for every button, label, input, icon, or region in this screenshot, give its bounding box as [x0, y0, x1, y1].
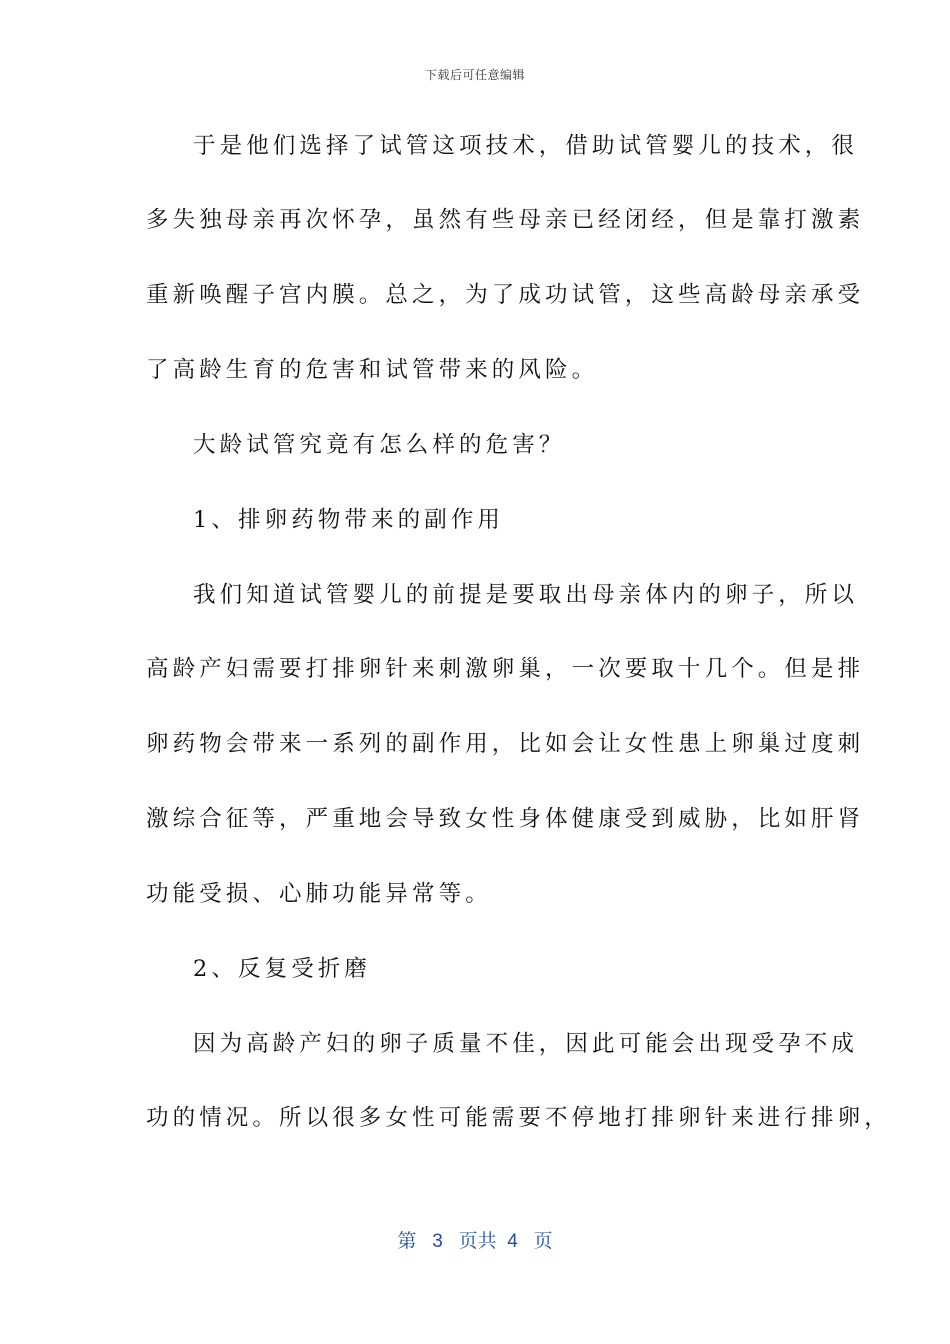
- paragraph-3-line-4: 激综合征等，严重地会导致女性身体健康受到威胁，比如肝肾: [146, 806, 865, 832]
- paragraph-5-line-1: 因为高龄产妇的卵子质量不佳，因此可能会出现受孕不成: [193, 1031, 859, 1057]
- footer-middle: 页共: [458, 1231, 497, 1252]
- paragraph-3-line-2: 高龄产妇需要打排卵针来刺激卵巢，一次要取十几个。但是排: [146, 656, 865, 682]
- paragraph-3-line-1: 我们知道试管婴儿的前提是要取出母亲体内的卵子，所以: [193, 582, 859, 608]
- paragraph-1-line-4: 了高龄生育的危害和试管带来的风险。: [146, 357, 599, 383]
- paragraph-3-line-3: 卵药物会带来一系列的副作用，比如会让女性患上卵巢过度刺: [146, 731, 865, 757]
- footer-suffix: 页: [533, 1231, 553, 1252]
- footer-total-pages: 4: [507, 1231, 518, 1252]
- paragraph-1-line-1: 于是他们选择了试管这项技术，借助试管婴儿的技术，很: [193, 133, 859, 159]
- footer-prefix: 第: [397, 1231, 417, 1252]
- page-footer: [0, 1226, 950, 1253]
- section-heading-2: 2、反复受折磨: [193, 956, 372, 982]
- question-heading: 大龄试管究竟有怎么样的危害？: [193, 432, 566, 458]
- section-heading-1: 1、排卵药物带来的副作用: [193, 507, 505, 533]
- paragraph-5-line-2: 功的情况。所以很多女性可能需要不停地打排卵针来进行排卵，: [146, 1105, 891, 1131]
- footer-current-page: 3: [432, 1231, 443, 1252]
- paragraph-3-line-5: 功能受损、心肺功能异常等。: [146, 881, 492, 907]
- paragraph-1-line-2: 多失独母亲再次怀孕，虽然有些母亲已经闭经，但是靠打激素: [146, 207, 865, 233]
- paragraph-1-line-3: 重新唤醒子宫内膜。总之，为了成功试管，这些高龄母亲承受: [146, 282, 865, 308]
- page-header-note: 下载后可任意编辑: [424, 68, 525, 82]
